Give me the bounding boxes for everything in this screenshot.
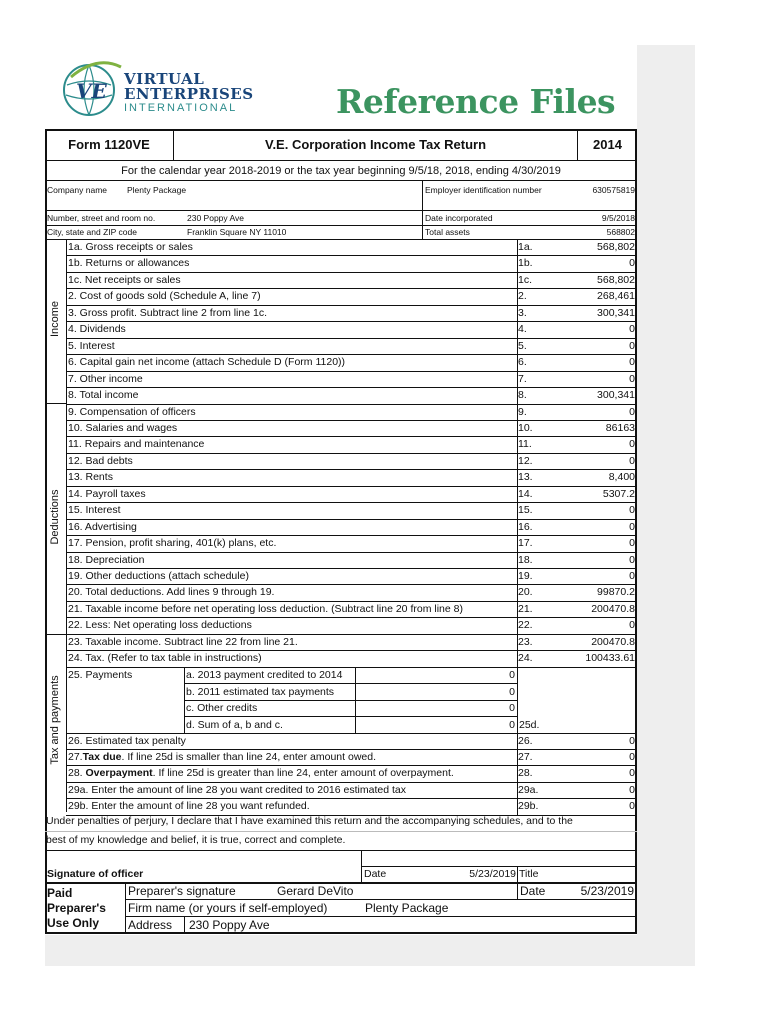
line-item-number: 1a. [518,241,533,253]
line-item-label: 13. Rents [68,471,113,484]
firm-name-label: Firm name (or yours if self-employed) [128,901,328,915]
signature-title-label: Title [519,868,539,880]
city-label: City, state and ZIP code [47,227,137,237]
payment-d-label: d. Sum of a, b and c. [186,719,283,731]
line-item-label: 1c. Net receipts or sales [68,273,181,286]
line-item-label: 14. Payroll taxes [68,487,146,500]
line-item-row [66,601,637,617]
header-divider [577,129,578,161]
line-item-number: 23. [518,635,533,648]
line-item-value[interactable]: 86163 [605,421,635,434]
line-item-number: 9. [518,405,527,418]
line-item-label: 22. Less: Net operating loss deductions [68,619,252,632]
line-item-row [66,733,637,749]
address-value[interactable]: 230 Poppy Ave [187,213,245,223]
line-item-number: 3. [518,306,527,319]
payment-b-value[interactable]: 0 [509,686,515,698]
line-item-row [66,239,637,255]
line-item-label: 19. Other deductions (attach schedule) [68,570,249,582]
company-top-border [45,180,637,181]
line-item-row [66,502,637,518]
preparer-signature-label: Preparer's signature [128,884,236,898]
line-item-label: 17. Pension, profit sharing, 401(k) plans, etc. [68,537,277,550]
payment-d-value[interactable]: 0 [509,719,515,731]
line-item-label: 1b. Returns or allowances [68,257,190,270]
logo-line-2: ENTERPRISES [124,85,254,103]
line-item-number: 12. [518,454,533,467]
company-name-label: Company name [47,185,108,195]
line-item-row [66,749,637,765]
section-label-tax-payments: Tax and payments [49,675,61,765]
line-item-label: 10. Salaries and wages [68,421,178,434]
line-item-value[interactable]: 0 [629,767,635,780]
total-assets-value[interactable]: 568802 [606,227,635,237]
line-item-row [66,782,637,798]
payment-a-label: a. 2013 payment credited to 2014 [186,669,343,681]
page-margin-right [637,45,695,966]
paid-preparer-line-1: Paid [47,886,73,900]
line-item-row [66,634,637,650]
line-item-number: 16. [518,520,533,533]
preparer-signature-value[interactable]: Gerard DeVito [277,884,354,898]
line-item-value[interactable]: 0 [629,323,635,336]
section-divider [45,634,67,635]
line-item-value[interactable]: 200470.8 [591,602,635,615]
line-item-value[interactable]: 0 [629,619,635,632]
line-item-number: 18. [518,553,533,566]
line-item-label: 6. Capital gain net income (attach Schedule D (Form 1120)) [68,356,346,369]
line-item-label [68,749,376,765]
section-label-income: Income [49,300,61,338]
date-incorporated-label: Date incorporated [425,213,493,223]
line-item-row [66,650,637,666]
form-title: V.E. Corporation Income Tax Return [264,137,487,152]
line-item-label: 16. Advertising [68,520,137,533]
paid-preparer-line-3: Use Only [47,916,100,930]
line-item-value[interactable]: 0 [629,537,635,550]
payment-c-label: c. Other credits [186,702,258,714]
line-item-number: 14. [518,487,533,500]
line-item-number: 17. [518,537,533,550]
payment-c-value[interactable]: 0 [509,702,515,714]
line-item-row [66,272,637,288]
line-item-label: 7. Other income [68,372,143,385]
line-item-label: 8. Total income [68,389,139,402]
city-value[interactable]: Franklin Square NY 11010 [187,227,287,237]
form-header [45,129,637,161]
line-item-label: 21. Taxable income before net operating loss deduction. (Subtract line 20 from line 8) [68,602,463,615]
line-item-row [66,519,637,535]
line-item-row [66,371,637,387]
signature-date-value[interactable]: 5/23/2019 [469,868,516,880]
payments-bottom-border [66,733,637,734]
line-item-row [66,404,637,420]
preparer-date-value[interactable]: 5/23/2019 [580,884,634,898]
payment-a-value[interactable]: 0 [509,669,515,681]
line-item-number: 26. [518,734,533,747]
signature-top-border [45,850,637,851]
line-item-number: 29a. [518,783,539,796]
line-item-label: 18. Depreciation [68,553,145,566]
declaration-line-1: Under penalties of perjury, I declare that I have examined this return and the accompanying schedules, and to the [46,815,573,827]
line-item-number: 20. [518,586,533,599]
date-incorporated-value[interactable]: 9/5/2018 [601,213,635,223]
line-item-label [68,782,406,798]
line-item-row [66,420,637,436]
line-item-label: 24. Tax. (Refer to tax table in instructions) [68,652,262,665]
payment-b-label: b. 2011 estimated tax payments [186,686,335,698]
line-item-value[interactable]: 100433.61 [585,652,635,665]
line-item-number: 7. [518,372,527,385]
line-item-value[interactable]: 0 [629,356,635,369]
line-item-row [66,387,637,403]
line-item-value[interactable]: 0 [629,750,635,763]
payments-label: 25. Payments [68,669,133,681]
line-item-label: 15. Interest [68,504,121,517]
line-item-row [66,354,637,370]
line-item-value[interactable]: 0 [629,570,635,582]
line-item-value[interactable]: 568,802 [597,241,635,253]
address-label: Number, street and room no. [47,213,156,223]
ein-label: Employer identification number [425,185,542,195]
line-item-row [66,288,637,304]
line-item-value[interactable]: 0 [629,372,635,385]
line-item-label [68,798,310,814]
line-item-number: 11. [518,438,532,451]
preparer-address-label: Address [128,918,173,932]
page-title: Reference Files [336,82,616,121]
form-year: 2014 [593,137,622,152]
company-row-border [45,210,637,211]
ein-value[interactable]: 630575819 [592,185,635,195]
line-item-label-text: 28. [68,767,86,780]
line-item-row [66,584,637,600]
line-item-label-text: 29b. Enter the amount of line 28 you want refunded. [68,800,310,813]
logo-mark: VE [76,79,107,103]
line-item-row [66,305,637,321]
preparer-divider [184,916,185,934]
line-item-row [66,765,637,781]
calendar-year-line: For the calendar year 2018-2019 or the tax year beginning 9/5/18, 2018, ending 4/30/2019 [121,165,561,177]
preparer-date-label: Date [520,884,546,898]
line-item-value[interactable]: 0 [629,339,635,352]
line-item-value[interactable]: 8,400 [608,471,635,484]
line-item-label-emphasis: Overpayment [85,767,153,780]
line-item-row [66,436,637,452]
line-item-row [66,535,637,551]
line-item-value[interactable]: 0 [629,553,635,566]
company-name-value[interactable]: Plenty Package [127,185,187,195]
declaration-line-2: best of my knowledge and belief, it is true, correct and complete. [46,834,346,846]
section-label-deductions: Deductions [49,489,61,545]
line-item-value[interactable]: 0 [629,783,635,796]
line-item-row [66,552,637,568]
line-item-value[interactable]: 200470.8 [591,635,635,648]
line-item-label: 4. Dividends [68,323,126,336]
line-item-label [68,765,454,781]
line-item-label-text: 29a. Enter the amount of line 28 you want credited to 2016 estimated tax [68,783,406,796]
line-item-value[interactable]: 0 [629,454,635,467]
line-item-row [66,321,637,337]
line-item-value[interactable]: 300,341 [597,389,635,402]
line-item-row [66,338,637,354]
line-item-number: 4. [518,323,527,336]
line-item-label: 3. Gross profit. Subtract line 2 from line 1c. [68,306,267,319]
line-item-number: 1c. [518,273,533,286]
line-item-value[interactable]: 99870.2 [597,586,635,599]
line-item-value[interactable]: 0 [629,438,635,451]
line-item-label: 11. Repairs and maintenance [68,438,205,451]
line-item-label-text: 27. [68,750,83,763]
line-item-label [68,733,186,749]
line-item-value[interactable]: 0 [629,504,635,517]
page-margin-bottom [45,935,695,966]
preparer-divider [125,883,126,934]
line-item-label-emphasis: Tax due [82,750,122,763]
line-item-row [66,568,637,584]
declaration-divider [45,831,637,832]
line-item-number: 28. [518,767,533,780]
line-item-number: 24. [518,652,533,665]
preparer-divider [517,883,518,899]
line-item-value[interactable]: 268,461 [597,290,635,303]
line-item-label-text: . If line 25d is smaller than line 24, enter amount owed. [121,750,376,763]
line-item-label: 5. Interest [68,339,115,352]
line-item-label: 9. Compensation of officers [68,405,196,418]
line-item-number: 21. [518,602,533,615]
signature-officer-label: Signature of officer [47,868,144,880]
signature-date-label: Date [364,868,387,880]
line-item-number: 8. [518,389,527,402]
line-item-label-text: . If line 25d is greater than line 24, enter amount of overpayment. [152,767,454,780]
line-item-number: 1b. [518,257,533,270]
payment-total-num: 25d. [519,719,540,731]
line-item-number: 19. [518,570,533,582]
line-item-number: 2. [518,290,527,303]
line-item-value[interactable]: 568,802 [597,273,635,286]
line-item-row [66,617,637,633]
line-item-label: 1a. Gross receipts or sales [68,241,193,253]
form-id: Form 1120VE [68,137,150,152]
line-item-row [66,453,637,469]
line-item-number: 6. [518,356,527,369]
line-item-number: 5. [518,339,527,352]
line-item-number: 13. [518,471,533,484]
section-divider [45,403,67,404]
line-item-value[interactable]: 0 [629,257,635,270]
line-item-label: 12. Bad debts [68,454,133,467]
line-item-value[interactable]: 0 [629,520,635,533]
line-item-label: 23. Taxable income. Subtract line 22 from line 21. [68,635,298,648]
line-item-number: 22. [518,619,533,632]
line-item-border [66,667,637,668]
line-item-value[interactable]: 300,341 [597,306,635,319]
firm-name-value[interactable]: Plenty Package [365,901,449,915]
header-divider [173,129,174,161]
logo-wordmark [124,72,254,115]
line-item-number: 29b. [518,800,539,813]
paid-preparer-line-2: Preparer's [47,901,106,915]
line-item-value[interactable]: 0 [629,734,635,747]
line-item-value[interactable]: 0 [629,405,635,418]
line-item-number: 15. [518,504,533,517]
line-item-value[interactable]: 0 [629,800,635,813]
line-item-row [66,798,637,814]
line-item-label: 20. Total deductions. Add lines 9 through 19. [68,586,275,599]
line-item-row [66,255,637,271]
preparer-address-value[interactable]: 230 Poppy Ave [189,918,270,932]
line-item-value[interactable]: 5307.2 [602,487,635,500]
line-item-number: 10. [518,421,533,434]
total-assets-label: Total assets [425,227,470,237]
signature-divider [517,866,518,882]
line-item-label: 2. Cost of goods sold (Schedule A, line 7) [68,290,261,303]
line-item-row [66,486,637,502]
line-item-row [66,469,637,485]
line-item-number: 27. [518,750,533,763]
logo-line-3: INTERNATIONAL [124,102,238,114]
line-item-label-text: 26. Estimated tax penalty [68,734,186,747]
logo-line-1: VIRTUAL [124,70,205,88]
